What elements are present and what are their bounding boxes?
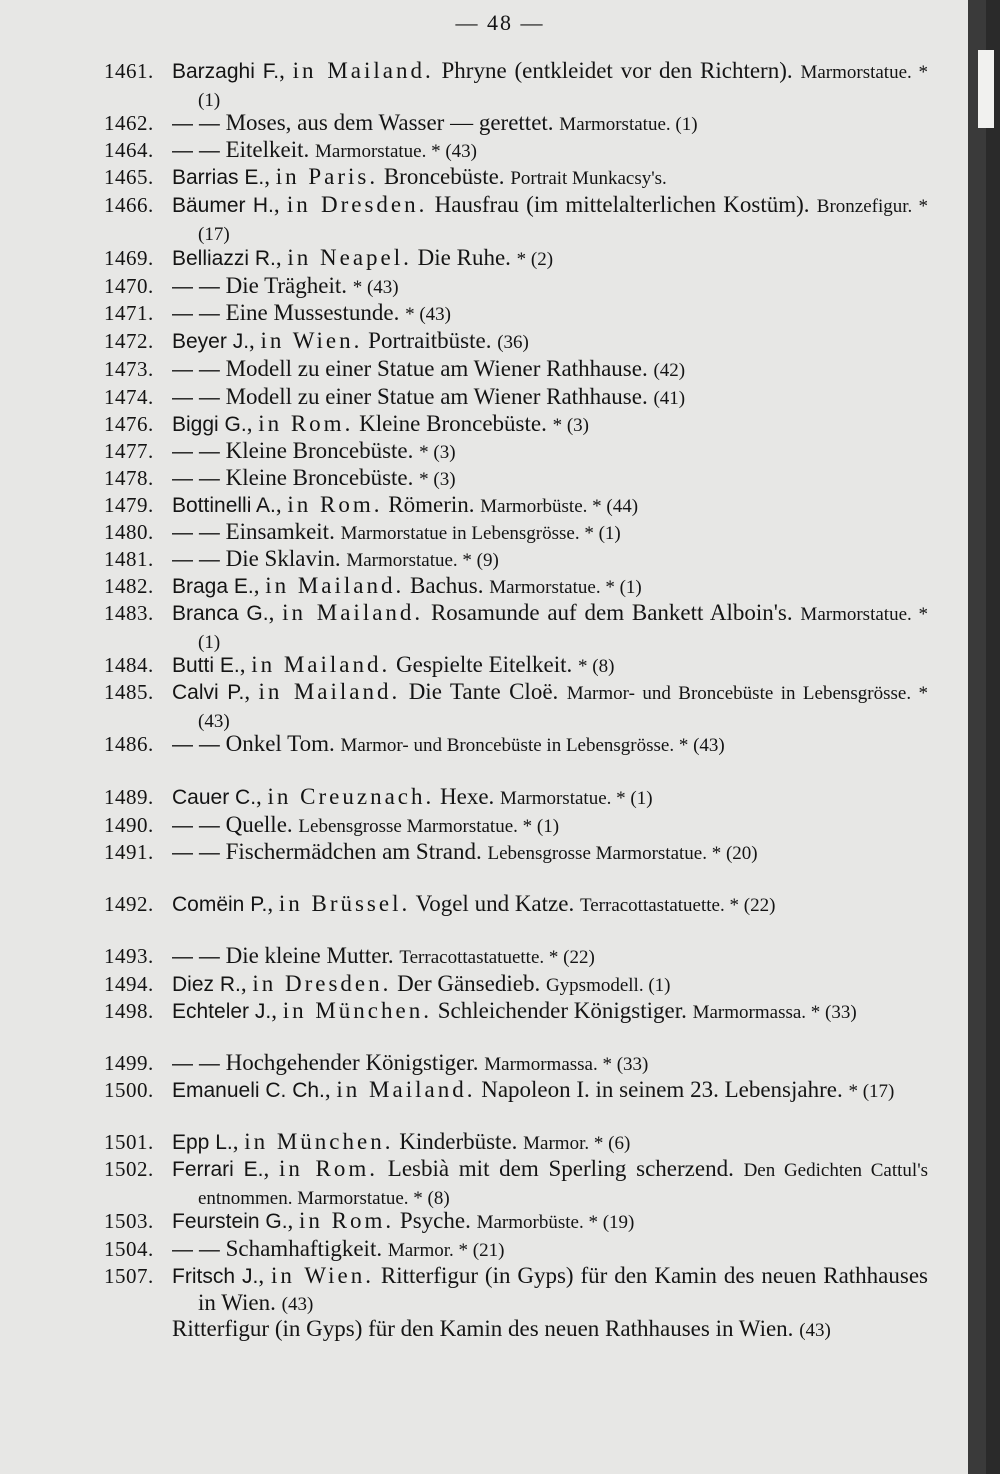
entry-text: Epp L., in München. Kinderbüste. Marmor. * (6): [172, 1129, 631, 1154]
entry-text: Barzaghi F., in Mailand. Phryne (entkleidet vor den Richtern). Marmorstatue. * (1): [172, 58, 929, 111]
entry-number: 1462.: [104, 111, 154, 135]
artist-name: — —: [172, 521, 220, 544]
artist-name: Bottinelli A.: [172, 494, 276, 517]
work-title: Vogel und Katze.: [415, 891, 575, 916]
entry-number: 1461.: [104, 59, 154, 83]
work-note: Marmorstatue. * (9): [346, 550, 499, 571]
work-title: Portraitbüste.: [368, 328, 492, 353]
artist-city: in München.: [282, 998, 432, 1023]
artist-city: in Mailand.: [251, 652, 391, 677]
artist-city: in Brüssel.: [278, 891, 411, 916]
artist-name: Fritsch J.: [172, 1265, 259, 1288]
entry-text: Barrias E., in Paris. Broncebüste. Portrait Munkacsy's.: [172, 164, 667, 189]
artist-city: in Rom.: [299, 1208, 395, 1233]
work-note: * (17): [848, 1081, 895, 1102]
entry-text: [172, 384, 928, 412]
entry-number: 1504.: [104, 1237, 154, 1261]
artist-name: — —: [172, 814, 220, 837]
work-note: * (3): [552, 415, 590, 436]
work-title: Lesbià mit dem Sperling scherzend.: [387, 1156, 734, 1181]
artist-name: Belliazzi R.: [172, 247, 276, 270]
entry-text: Emanueli C. Ch., in Mailand. Napoleon I. in seinem 23. Lebensjahre. * (17): [172, 1077, 895, 1102]
work-title: Moses, aus dem Wasser — gerettet.: [225, 110, 554, 135]
artist-name: — —: [172, 467, 220, 490]
artist-name: Diez R.: [172, 973, 241, 996]
entry-number: 1465.: [104, 165, 154, 189]
entry-text: Butti E., in Mailand. Gespielte Eitelkeit. * (8): [172, 652, 615, 677]
work-note: Marmormassa. * (33): [692, 1002, 857, 1023]
entry-number: 1469.: [104, 246, 154, 270]
artist-name: — —: [172, 139, 220, 162]
work-title: Onkel Tom.: [225, 731, 335, 756]
artist-name: Braga E.: [172, 575, 254, 598]
work-title: Modell zu einer Statue am Wiener Rathhause.: [225, 356, 648, 381]
entry-text: Beyer J., in Wien. Portraitbüste. (36): [172, 328, 529, 353]
artist-name: Feurstein G.: [172, 1210, 288, 1233]
work-note: Terracottastatuette. * (22): [399, 947, 595, 968]
entry-number: 1474.: [104, 385, 154, 409]
entry-number: 1501.: [104, 1130, 154, 1154]
work-title: Der Gänsedieb.: [397, 971, 541, 996]
entry-number: 1490.: [104, 813, 154, 837]
artist-name: Echteler J.: [172, 1000, 272, 1023]
work-note: Marmor- und Broncebüste in Lebensgrösse. * (43): [198, 683, 929, 732]
work-note: * (3): [419, 442, 456, 463]
work-note: Marmorstatue in Lebensgrösse. * (1): [340, 523, 621, 544]
artist-city: in Mailand.: [282, 600, 424, 625]
artist-city: in Wien.: [260, 328, 363, 353]
artist-name: — —: [172, 548, 220, 571]
work-note: Lebensgrosse Marmorstatue. * (1): [298, 816, 560, 837]
artist-name: — —: [172, 386, 220, 409]
artist-city: in Mailand.: [292, 58, 434, 83]
work-note: (43): [799, 1320, 831, 1341]
entry-number: 1503.: [104, 1209, 154, 1233]
artist-name: Cauer C.: [172, 786, 257, 809]
work-title: Die Sklavin.: [225, 546, 341, 571]
entry-number: 1483.: [104, 601, 154, 625]
work-note: Marmorstatue. (1): [559, 114, 698, 135]
work-title: Schamhaftigkeit.: [225, 1236, 383, 1261]
work-title: Die Ruhe.: [417, 245, 511, 270]
page-edge-tab: [978, 50, 994, 128]
artist-name: — —: [172, 841, 220, 864]
work-title: Bachus.: [410, 573, 484, 598]
work-title: Eine Mussestunde.: [225, 300, 400, 325]
work-note: Gypsmodell. (1): [545, 975, 671, 996]
work-title: Quelle.: [225, 812, 293, 837]
work-title: Kleine Broncebüste.: [225, 465, 414, 490]
work-note: Marmorstatue. * (1): [198, 62, 929, 111]
work-note: * (3): [419, 469, 456, 490]
work-note: Marmorbüste. * (44): [480, 496, 639, 517]
work-title: Kinderbüste.: [399, 1129, 518, 1154]
entry-text: [172, 356, 928, 384]
entry-text: [172, 1316, 928, 1344]
work-title: Die Trägheit.: [225, 273, 347, 298]
work-note: Bronzefigur. * (17): [198, 196, 929, 245]
artist-city: in Mailand.: [258, 679, 401, 704]
entry-number: 1485.: [104, 680, 154, 704]
entry-text: [172, 731, 928, 759]
work-note: (36): [497, 332, 529, 353]
entry-number: 1494.: [104, 972, 154, 996]
entry-text: [172, 812, 928, 840]
artist-name: Calvi P.: [172, 681, 245, 704]
entry-number: 1464.: [104, 138, 154, 162]
work-title: Modell zu einer Statue am Wiener Rathhause.: [225, 384, 648, 409]
entry-number: 1486.: [104, 732, 154, 756]
entry-number: 1466.: [104, 193, 154, 217]
artist-name: — —: [172, 945, 220, 968]
entry-text: Echteler J., in München. Schleichender Königstiger. Marmormassa. * (33): [172, 998, 857, 1023]
artist-name: Barzaghi F.: [172, 60, 280, 83]
artist-name: — —: [172, 440, 220, 463]
entry-text: Comëin P., in Brüssel. Vogel und Katze. Terracottastatuette. * (22): [172, 891, 776, 916]
work-title: Schleichender Königstiger.: [437, 998, 687, 1023]
entry-number: 1477.: [104, 439, 154, 463]
artist-name: — —: [172, 112, 220, 135]
entry-number: 1482.: [104, 574, 154, 598]
artist-name: Butti E.: [172, 654, 240, 677]
entry-number: 1479.: [104, 493, 154, 517]
artist-name: — —: [172, 733, 220, 756]
entry-text: Bäumer H., in Dresden. Hausfrau (im mittelalterlichen Kostüm). Bronzefigur. * (17): [172, 192, 929, 245]
entry-text: Diez R., in Dresden. Der Gänsedieb. Gypsmodell. (1): [172, 971, 671, 996]
artist-city: in Mailand.: [336, 1077, 476, 1102]
entry-number: 1473.: [104, 357, 154, 381]
work-note: Terracottastatuette. * (22): [579, 895, 776, 916]
work-title: Ritterfigur (in Gyps) für den Kamin des neuen Rathhauses in Wien.: [198, 1263, 928, 1315]
entry-text: Biggi G., in Rom. Kleine Broncebüste. * (3): [172, 411, 590, 436]
artist-name: — —: [172, 1238, 220, 1261]
entry-text: Branca G., in Mailand. Rosamunde auf dem Bankett Alboin's. Marmorstatue. * (1): [172, 600, 929, 653]
artist-city: in Rom.: [278, 1156, 379, 1181]
entry-text: Fritsch J., in Wien. Ritterfigur (in Gyps) für den Kamin des neuen Rathhauses in Wien. (43): [172, 1263, 928, 1315]
artist-name: Epp L.: [172, 1131, 233, 1154]
entry-text: Braga E., in Mailand. Bachus. Marmorstatue. * (1): [172, 573, 642, 598]
work-note: Marmorbüste. * (19): [476, 1212, 635, 1233]
artist-city: in Rom.: [258, 411, 354, 436]
entry-number: 1478.: [104, 466, 154, 490]
work-note: Marmorstatue. * (1): [198, 604, 929, 653]
entry-text: Calvi P., in Mailand. Die Tante Cloë. Marmor- und Broncebüste in Lebensgrösse. * (43): [172, 679, 929, 732]
artist-city: in Paris.: [275, 164, 379, 189]
artist-city: in Neapel.: [287, 245, 412, 270]
entry-number: 1470.: [104, 274, 154, 298]
entry-number: 1499.: [104, 1051, 154, 1075]
work-note: * (43): [352, 277, 399, 298]
entry-number: 1493.: [104, 944, 154, 968]
work-title: Napoleon I. in seinem 23. Lebensjahre.: [481, 1077, 843, 1102]
work-title: Phryne (entkleidet vor den Richtern).: [441, 58, 793, 83]
entry-number: 1492.: [104, 892, 154, 916]
work-note: * (2): [516, 249, 554, 270]
entry-text: Cauer C., in Creuznach. Hexe. Marmorstatue. * (1): [172, 784, 653, 809]
artist-city: in Wien.: [270, 1263, 375, 1288]
work-note: (42): [653, 360, 686, 381]
entry-text: [172, 137, 928, 165]
work-title: Gespielte Eitelkeit.: [396, 652, 573, 677]
entry-text: Ferrari E., in Rom. Lesbià mit dem Sperling scherzend. Den Gedichten Cattul's entnommen. Marmorstatue. * (8): [172, 1156, 929, 1209]
artist-city: in München.: [244, 1129, 394, 1154]
entry-text: [172, 839, 928, 867]
artist-name: — —: [172, 302, 220, 325]
entry-text: [172, 1050, 928, 1078]
work-title: Römerin.: [388, 492, 475, 517]
entry-text: Feurstein G., in Rom. Psyche. Marmorbüste. * (19): [172, 1208, 635, 1233]
artist-name: Ferrari E.: [172, 1158, 264, 1181]
entry-number: 1507.: [104, 1264, 154, 1288]
work-title: Hochgehender Königstiger.: [225, 1050, 479, 1075]
work-title: Einsamkeit.: [225, 519, 335, 544]
work-note: Marmor. * (21): [387, 1240, 505, 1261]
work-title: Rosamunde auf dem Bankett Alboin's.: [430, 600, 793, 625]
work-title: Die Tante Cloë.: [408, 679, 559, 704]
artist-city: in Mailand.: [265, 573, 405, 598]
entry-text: [172, 438, 928, 466]
entry-number: 1500.: [104, 1078, 154, 1102]
work-note: Marmorstatue. * (1): [489, 577, 642, 598]
work-title: Kleine Broncebüste.: [225, 438, 414, 463]
entry-text: [172, 546, 928, 574]
work-note: Den Gedichten Cattul's entnommen. Marmorstatue. * (8): [198, 1160, 929, 1209]
artist-name: Biggi G.: [172, 413, 247, 436]
entry-number: 1484.: [104, 653, 154, 677]
artist-city: in Dresden.: [252, 971, 392, 996]
entry-text: [172, 1236, 928, 1264]
entry-number: 1502.: [104, 1157, 154, 1181]
entry-text: [172, 110, 928, 138]
entry-number: 1471.: [104, 301, 154, 325]
work-title: Fischermädchen am Strand.: [225, 839, 482, 864]
work-title: Psyche.: [399, 1208, 471, 1233]
work-note: Lebensgrosse Marmorstatue. * (20): [487, 843, 758, 864]
work-title: Kleine Broncebüste.: [359, 411, 547, 436]
entry-number: 1491.: [104, 840, 154, 864]
work-note: Marmorstatue. * (43): [315, 141, 477, 162]
entry-text: [172, 273, 928, 301]
work-title: Hausfrau (im mittelalterlichen Kostüm).: [434, 192, 810, 217]
work-note: * (43): [405, 304, 452, 325]
work-note: (43): [281, 1294, 314, 1315]
artist-name: Bäumer H.: [172, 194, 274, 217]
work-note: Marmormassa. * (33): [484, 1054, 649, 1075]
artist-city: in Rom.: [287, 492, 383, 517]
artist-name: Branca G.: [172, 602, 269, 625]
work-title: Die kleine Mutter.: [225, 943, 394, 968]
entry-text: [172, 943, 928, 971]
work-note: Marmorstatue. * (1): [500, 788, 653, 809]
work-title: Broncebüste.: [383, 164, 505, 189]
work-note: Portrait Munkacsy's.: [510, 168, 667, 189]
entry-number: 1481.: [104, 547, 154, 571]
work-title: Ritterfigur (in Gyps) für den Kamin des neuen Rathhauses in Wien.: [172, 1316, 794, 1341]
artist-name: — —: [172, 358, 220, 381]
work-note: * (8): [578, 656, 615, 677]
artist-name: — —: [172, 1052, 220, 1075]
entry-text: [172, 519, 928, 547]
entry-number: 1498.: [104, 999, 154, 1023]
artist-name: Barrias E.: [172, 166, 265, 189]
entry-text: Belliazzi R., in Neapel. Die Ruhe. * (2): [172, 245, 554, 270]
entry-text: [172, 300, 928, 328]
entry-number: 1472.: [104, 329, 154, 353]
artist-name: Comëin P.: [172, 893, 268, 916]
page-edge-dark: [986, 0, 1000, 1474]
entry-number: 1476.: [104, 412, 154, 436]
artist-name: — —: [172, 275, 220, 298]
artist-city: in Creuznach.: [267, 784, 435, 809]
entry-number: 1480.: [104, 520, 154, 544]
entry-number: 1489.: [104, 785, 154, 809]
work-title: Hexe.: [440, 784, 495, 809]
entry-text: [172, 465, 928, 493]
entry-text: Bottinelli A., in Rom. Römerin. Marmorbüste. * (44): [172, 492, 639, 517]
work-note: Marmor. * (6): [523, 1133, 631, 1154]
artist-city: in Dresden.: [286, 192, 428, 217]
artist-name: Beyer J.: [172, 330, 250, 353]
artist-name: Emanueli C. Ch.: [172, 1079, 325, 1102]
page-number: — 48 —: [455, 10, 545, 35]
work-title: Eitelkeit.: [225, 137, 310, 162]
work-note: (41): [653, 388, 686, 409]
work-note: Marmor- und Broncebüste in Lebensgrösse. * (43): [340, 735, 725, 756]
